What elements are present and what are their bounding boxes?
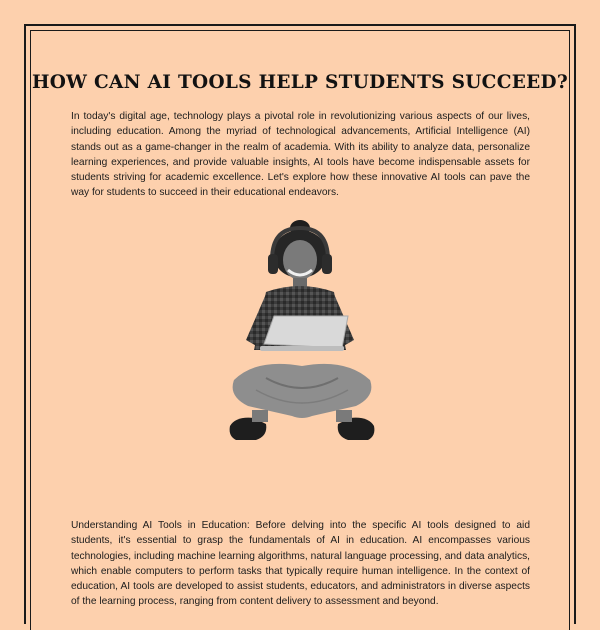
section-paragraph: Understanding AI Tools in Education: Before delving into the specific AI tools designed to aid students, it's essential to grasp the fundamentals of AI in education. AI encompasses various technologies, including machine learning algorithms, natural language processing, and data analytics, which enable computers to perform tasks that typically require human intelligence. In the context of education, AI tools are developed to assist students, educators, and administrators in diverse aspects of the learning process, ranging from content delivery to assessment and beyond. — [71, 520, 530, 608]
page-title: HOW CAN AI TOOLS HELP STUDENTS SUCCEED? — [31, 72, 569, 93]
student-laptop-illustration — [226, 220, 378, 452]
intro-paragraph: In today's digital age, technology plays a pivotal role in revolutionizing various aspects of our lives, including education. Among the myriad of technological advancements, Artificial Intelligence (AI) stands out as a game-changer in the realm of academia. With its ability to analyze data, personalize learning experiences, and provide valuable insights, AI tools have become indispensable assets for students striving for academic excellence. Let's explore how these innovative AI tools can pave the way for students to succeed in their educational endeavors. — [71, 111, 530, 199]
